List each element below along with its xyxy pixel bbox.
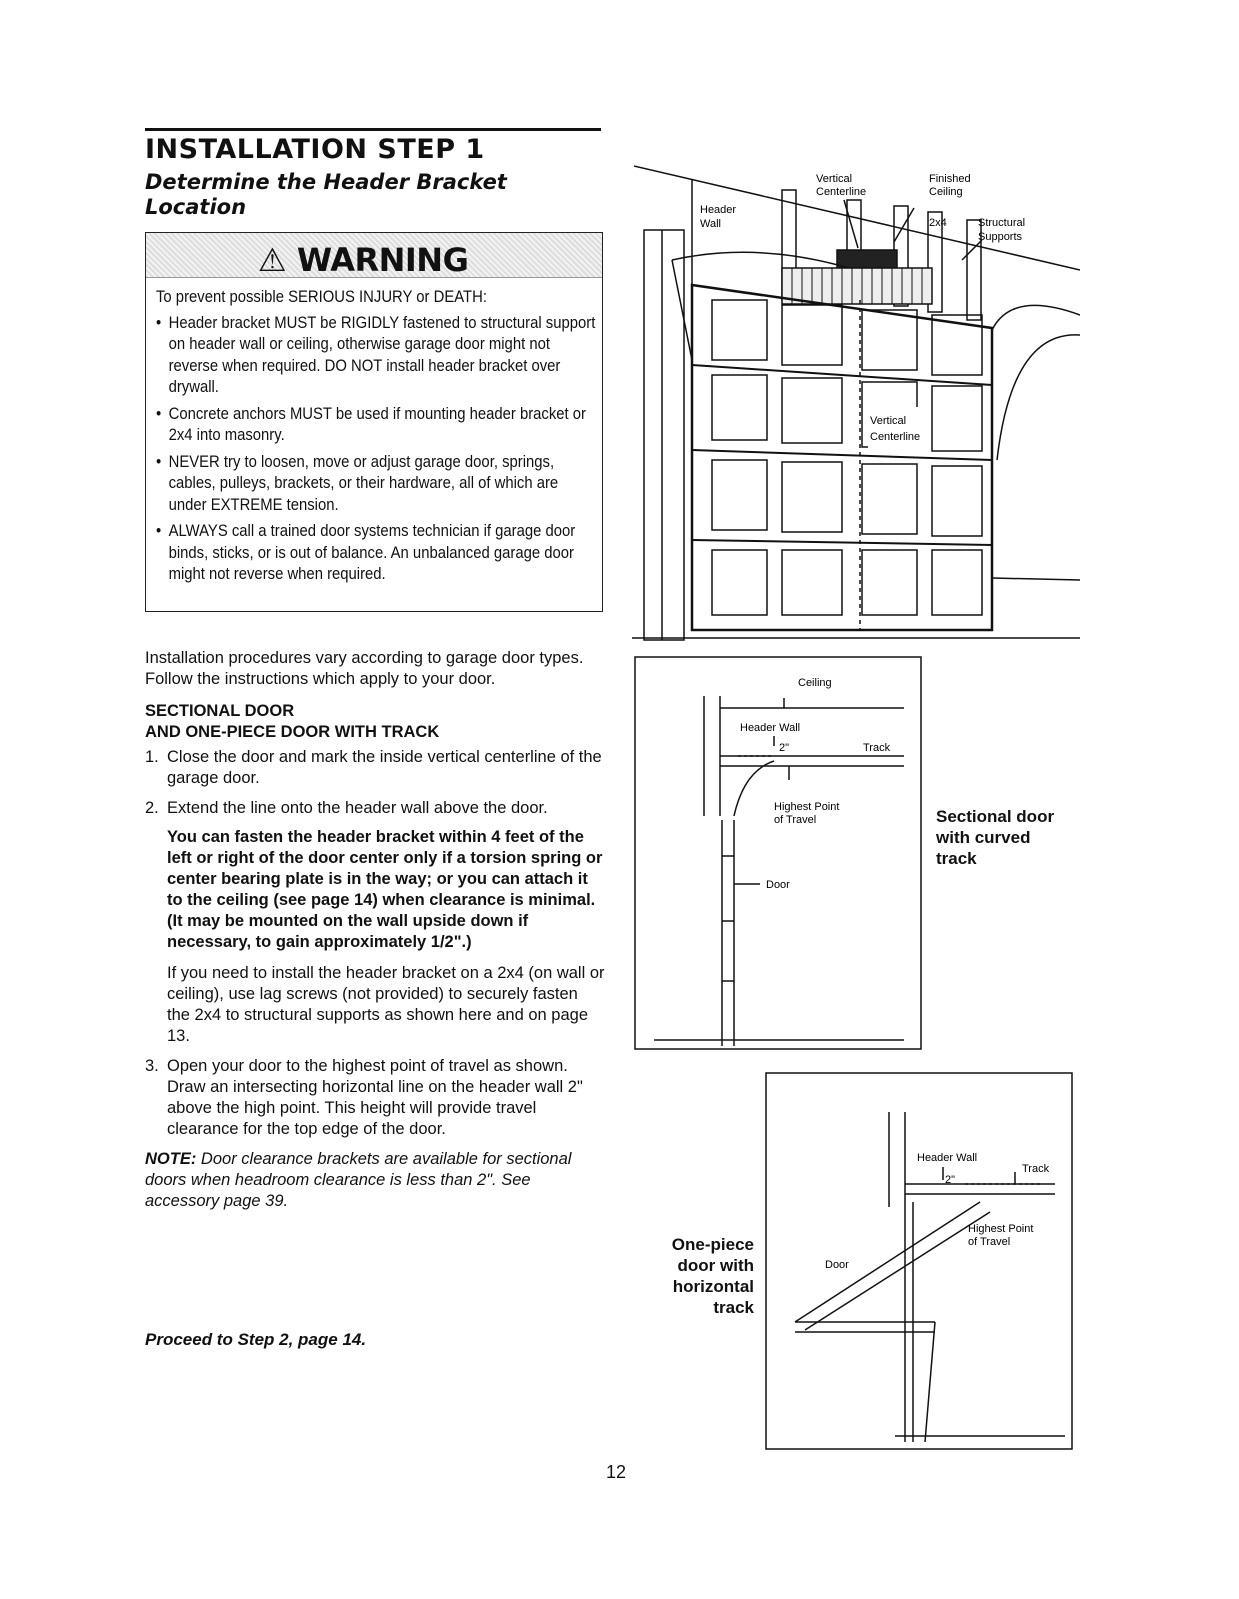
highest-point-label-2: of Travel [774,814,817,826]
step2-bold-note: You can fasten the header bracket within 4 feet of the left or right of the door center only if a torsion spring or center bearing plate is in the way; or you can attach it to the ceiling (see page 14) when clearance is minimal. (It may be mounted on the wall upside down if necessary, to gain approximately 1/2".) [167,828,603,951]
warning-box [145,232,603,612]
header-wall-label-2: Wall [700,218,721,230]
door-centerline-label-2: Centerline [870,431,921,443]
header-wall-label: Header Wall [917,1152,978,1164]
title-rule [145,128,601,131]
structural-supports-label-2: Supports [978,231,1023,243]
step2-extra: If you need to install the header bracket on a 2x4 (on wall or ceiling), use lag screws (not provided) to securely fasten the 2x4 to structural supports as shown here and on page 13. [167,964,605,1045]
warning-intro: To prevent possible SERIOUS INJURY or DEATH: [156,288,487,306]
2x4-label: 2x4 [929,217,947,229]
track-label: Track [1022,1163,1050,1175]
page-subtitle: Determine the Header Bracket Location [145,170,507,219]
warning-item: • NEVER try to loosen, move or adjust garage door, springs, cables, pulleys, brackets, or their hardware, all of which are under EXTREME tension. [156,452,597,517]
one-piece-door-caption: One-piece door with horizontal track [671,1235,754,1317]
vertical-centerline-label-1: Vertical [816,173,853,185]
intro-paragraph: Installation procedures vary according to garage door types. Follow the instructions which apply to your door. [145,649,584,688]
page-number: 12 [606,1462,627,1482]
step-item: 3. Open your door to the highest point of travel as shown. Draw an intersecting horizontal line on the header wall 2" above the high point. This height will provide travel clearance for the top edge of the door. [145,1057,583,1138]
step-item: 1. Close the door and mark the inside vertical centerline of the garage door. [145,748,602,787]
header-wall-label-1: Header [700,204,737,216]
highest-point-label-1: Highest Point [968,1223,1034,1235]
proceed-link-text: Proceed to Step 2, page 14. [145,1330,367,1349]
structural-supports-label-1: Structural [978,217,1026,229]
door-centerline-label-1: Vertical [870,415,907,427]
warning-body [156,287,596,591]
ceiling-label: Ceiling [798,677,832,689]
finished-ceiling-label-2: Ceiling [929,186,963,198]
highest-point-label-1: Highest Point [774,801,840,813]
warning-title: ⚠ WARNING [258,241,469,279]
warning-list [156,313,597,586]
page-title: INSTALLATION STEP 1 [145,134,485,165]
warning-triangle-icon: ⚠ [258,241,287,279]
sectional-door-caption: Sectional door with curved track [936,807,1055,868]
finished-ceiling-label-1: Finished [929,173,971,185]
clearance-label: 2" [945,1174,956,1186]
step-list [145,747,605,1140]
section-heading: SECTIONAL DOOR AND ONE-PIECE DOOR WITH TRACK [145,702,440,741]
vertical-centerline-label-2: Centerline [816,186,867,198]
header-wall-label: Header Wall [740,722,801,734]
warning-item: • Header bracket MUST be RIGIDLY fastened to structural support on header wall or ceiling, otherwise garage door might not reverse when required. DO NOT install header bracket over drywall. [156,313,597,399]
warning-item: • Concrete anchors MUST be used if mounting header bracket or 2x4 into masonry. [156,404,597,447]
highest-point-label-2: of Travel [968,1236,1011,1248]
clearance-label: 2" [779,742,790,754]
sectional-door-diagram [634,656,924,1052]
one-piece-door-diagram [765,1072,1075,1452]
track-label: Track [863,742,891,754]
instructions [145,648,605,1212]
warning-item: • ALWAYS call a trained door systems technician if garage door binds, sticks, or is out of balance. An unbalanced garage door might not reverse when required. [156,521,597,586]
door-label: Door [825,1259,849,1271]
warning-banner [146,233,602,278]
door-label: Door [766,879,790,891]
step-item: 2. Extend the line onto the header wall above the door. You can fasten the header bracket within 4 feet of the left or right of the door center only if a torsion spring or center bearing plate is in the way; or you can attach it to the ceiling (see page 14) when clearance is minimal. (It may be mounted on the wall upside down if necessary, to gain approximately 1/2".) If you need to install the header bracket on a 2x4 (on wall or ceiling), use lag screws (not provided) to securely fasten the 2x4 to structural supports as shown here and on page 13. [145,799,605,1045]
garage-door-illustration [632,160,1080,650]
note: NOTE: Door clearance brackets are available for sectional doors when headroom clearance is less than 2". See accessory page 39. [145,1150,572,1210]
